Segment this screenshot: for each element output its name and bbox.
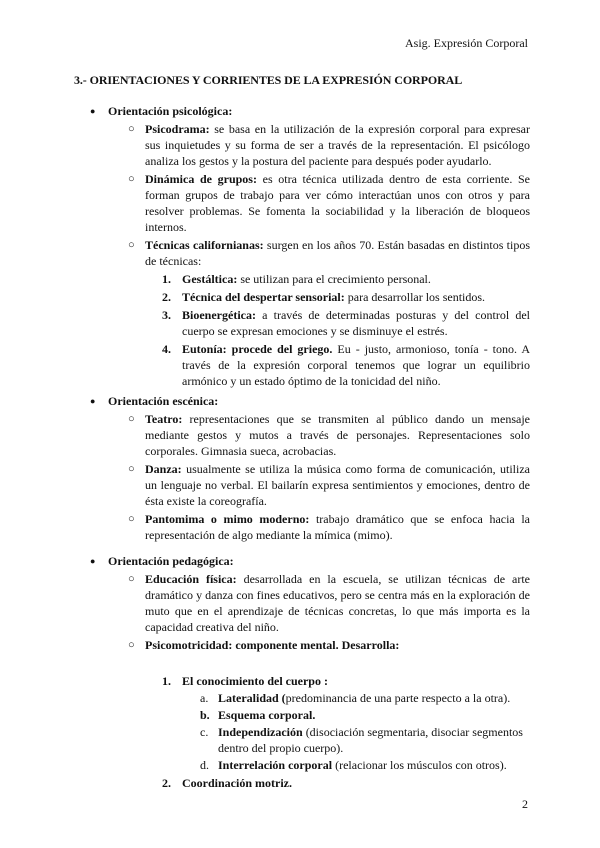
tecnica-text: a través de determinadas posturas y del control del cuerpo se expresan emociones y se disminuye el estrés. xyxy=(182,308,530,338)
tecnica-term: Técnica del despertar sensorial: xyxy=(182,290,345,304)
circle-bullet-icon: ○ xyxy=(128,513,135,525)
item-coordinacion xyxy=(90,775,530,791)
sub-item-text: (disociación segmentaria, disociar segmentos dentro del propio cuerpo). xyxy=(218,725,523,755)
term-teatro: Teatro: xyxy=(145,412,183,426)
section-title: 3.- ORIENTACIONES Y CORRIENTES DE LA EXPRESIÓN CORPORAL xyxy=(74,73,463,87)
item-conocimiento xyxy=(90,673,530,689)
circle-bullet-icon: ○ xyxy=(128,173,135,185)
term-educacion: Educación física: xyxy=(145,572,237,586)
term-pantomima: Pantomima o mimo moderno: xyxy=(145,512,310,526)
tecnica-item xyxy=(90,307,530,339)
text-pantomima: trabajo dramático que se enfoca hacia la representación de algo mediante la mímica (mimo). xyxy=(145,512,530,542)
text-teatro: representaciones que se transmiten al público dando un mensaje mediante gestos y mutos a través de personajes. Representaciones solo corporales. Gimnasia sueca, acrobacias. xyxy=(145,412,530,458)
term-psicomotricidad: Psicomotricidad: componente mental. Desarrolla: xyxy=(145,638,400,652)
sub-item-letter: d. xyxy=(200,758,209,772)
sub-item-text: (relacionar los músculos con otros). xyxy=(332,758,507,772)
sub-item-term: Interrelación corporal xyxy=(218,758,333,772)
circle-bullet-icon: ○ xyxy=(128,639,135,651)
tecnica-term: Bioenergética: xyxy=(182,308,256,322)
sub-item xyxy=(90,707,530,723)
page-header: Asig. Expresión Corporal xyxy=(405,36,528,50)
heading-escenica: ● Orientación escénica: xyxy=(90,393,530,409)
tecnica-term: Eutonía: procede del griego. xyxy=(182,342,333,356)
item-danza xyxy=(90,461,530,509)
tecnica-number: 1. xyxy=(162,272,171,286)
text-californianas: surgen en los años 70. Están basadas en distintos tipos de técnicas: xyxy=(145,238,530,268)
sub-item-letter: a. xyxy=(200,691,209,705)
item-pantomima xyxy=(90,511,530,543)
text-psicodrama: se basa en la utilización de la expresión corporal para expresar sus inquietudes y su forma de ser a través de la representación. El psicólogo analiza los gestos y la postura del paciente para después poder ayudarlo. xyxy=(145,122,530,168)
coordinacion-term: Coordinación motriz. xyxy=(182,776,292,790)
circle-bullet-icon: ○ xyxy=(128,239,135,251)
tecnica-item xyxy=(90,289,530,305)
tecnica-number: 4. xyxy=(162,342,171,356)
tecnica-number: 2. xyxy=(162,290,171,304)
term-dinamica: Dinámica de grupos: xyxy=(145,172,257,186)
heading-pedagogica: ● Orientación pedagógica: xyxy=(90,553,530,569)
coordinacion-number: 2. xyxy=(162,776,171,790)
sub-item-term: Esquema corporal. xyxy=(218,708,316,722)
section-escenica xyxy=(90,393,530,543)
circle-bullet-icon: ○ xyxy=(128,463,135,475)
term-danza: Danza: xyxy=(145,462,182,476)
section-pedagogica xyxy=(90,553,530,791)
heading-psicologica: ● Orientación psicológica: xyxy=(90,103,530,119)
tecnica-item xyxy=(90,341,530,389)
item-psicodrama xyxy=(90,121,530,169)
item-dinamica xyxy=(90,171,530,235)
text-dinamica: es otra técnica utilizada dentro de esta corriente. Se forman grupos de trabajo para ver cómo interactúan unos con otros y para resolver problemas. Se fomenta la sociabilidad y la liberación de bloqueos internos. xyxy=(145,172,531,234)
item-educacion xyxy=(90,571,530,635)
item-teatro xyxy=(90,411,530,459)
tecnica-text: se utilizan para el crecimiento personal. xyxy=(237,272,431,286)
term-californianas: Técnicas californianas: xyxy=(145,238,264,252)
circle-bullet-icon: ○ xyxy=(128,413,135,425)
sub-item-letter: c. xyxy=(200,725,209,739)
page-number: 2 xyxy=(522,797,528,811)
sub-item-term: Independización xyxy=(218,725,303,739)
circle-bullet-icon: ○ xyxy=(128,123,135,135)
conocimiento-term: El conocimiento del cuerpo : xyxy=(182,674,328,688)
tecnica-text: para desarrollar los sentidos. xyxy=(344,290,486,304)
item-psicomotricidad xyxy=(90,637,530,653)
sub-item-term: Lateralidad ( xyxy=(218,691,286,705)
term-psicodrama: Psicodrama: xyxy=(145,122,210,136)
tecnica-number: 3. xyxy=(162,308,171,322)
sub-item-text: predominancia de una parte respecto a la otra). xyxy=(285,691,511,705)
text-danza: usualmente se utiliza la música como forma de comunicación, utiliza un lenguaje no verbal. El bailarín expresa sentimientos y emociones, dentro de ésta existe la coreografía. xyxy=(145,462,530,508)
section-psicologica xyxy=(90,103,530,389)
sub-item xyxy=(90,724,530,756)
sub-item-letter: b. xyxy=(200,708,210,722)
tecnica-term: Gestáltica: xyxy=(182,272,238,286)
sub-item xyxy=(90,690,530,706)
sub-item xyxy=(90,757,530,773)
circle-bullet-icon: ○ xyxy=(128,573,135,585)
text-educacion: desarrollada en la escuela, se utilizan técnicas de arte dramático y danza con fines educativos, pero se centra más en la exploración de muto que en el aprendizaje de técnicas concretas, lo que más importa es la capacidad creativa del niño. xyxy=(145,572,530,634)
tecnica-item xyxy=(90,271,530,287)
conocimiento-number: 1. xyxy=(162,674,171,688)
tecnica-text: Eu - justo, armonioso, tonía - tono. A través de la expresión corporal tenemos que lograr un equilibrio armónico y un estado óptimo de la tonicidad del niño. xyxy=(182,342,531,388)
item-californianas xyxy=(90,237,530,269)
